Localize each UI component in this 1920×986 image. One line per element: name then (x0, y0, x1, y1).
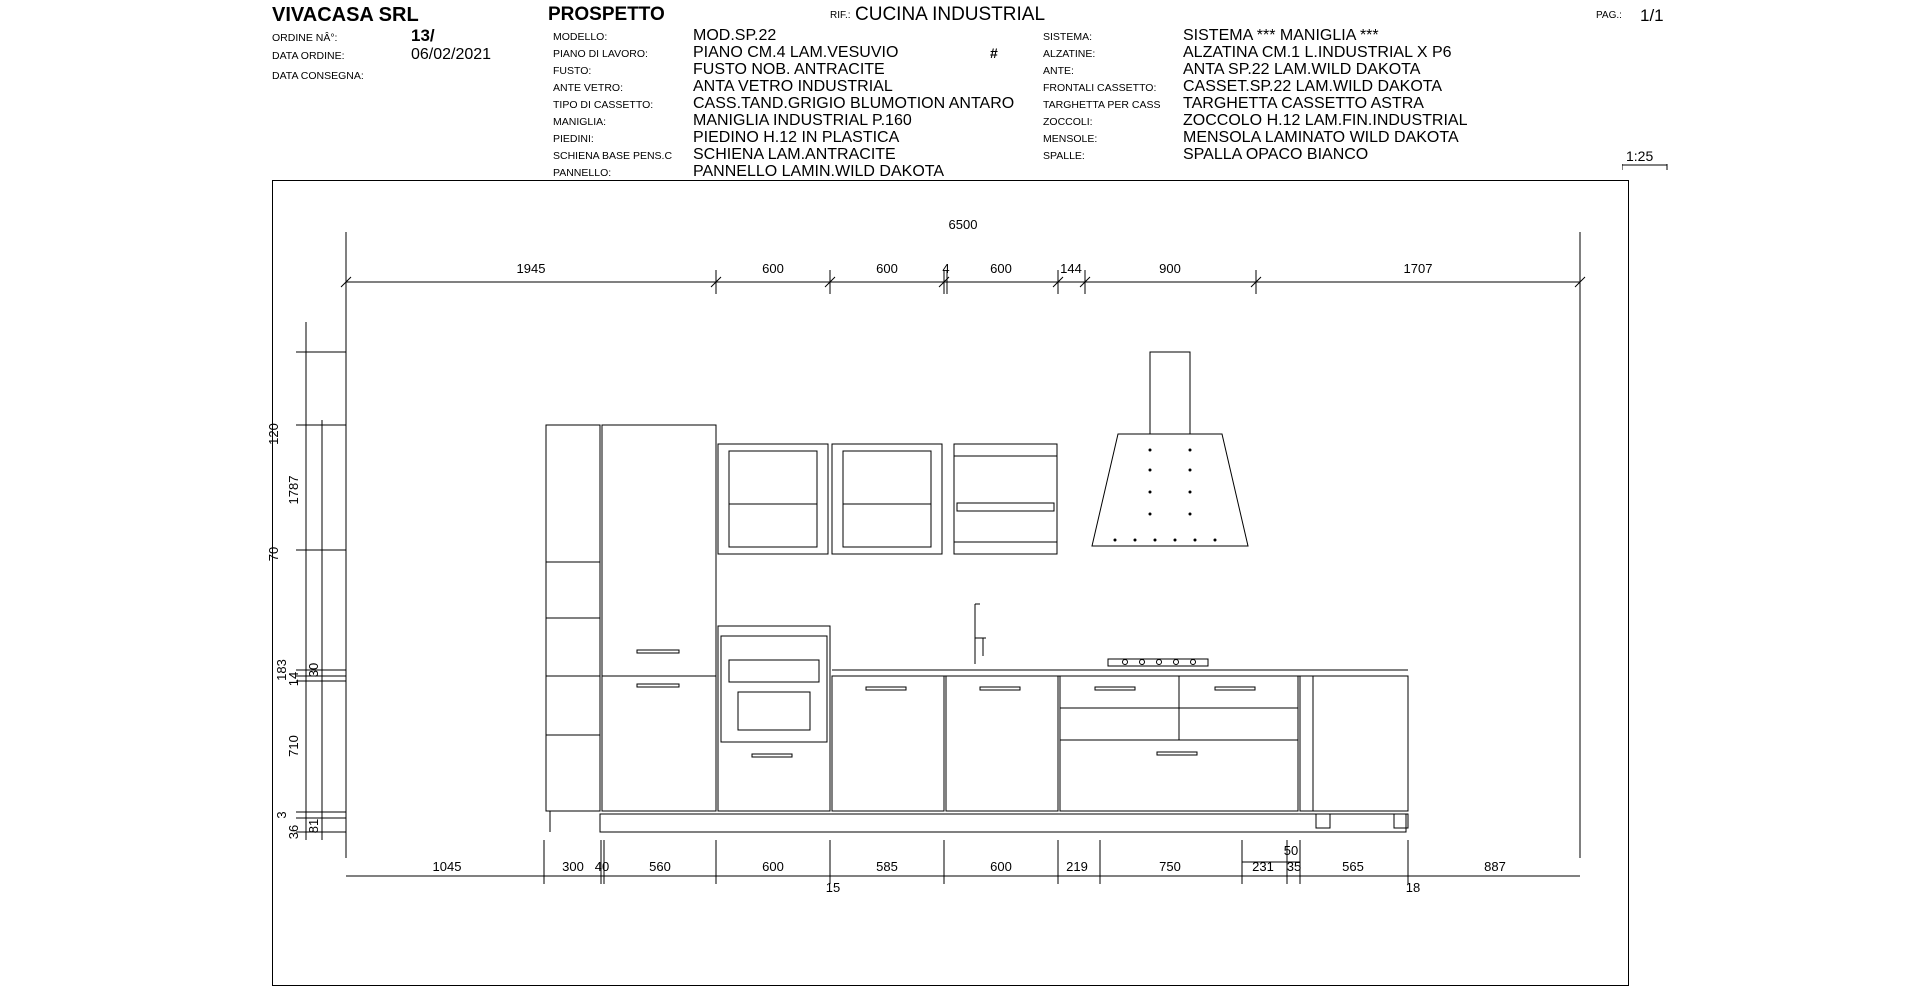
dim-bottom: 600 (762, 859, 784, 874)
spec-value: CASSET.SP.22 LAM.WILD DAKOTA (1183, 78, 1443, 95)
plinth (600, 814, 1408, 832)
spec-value: ANTA VETRO INDUSTRIAL (693, 78, 893, 95)
range-hood (1092, 352, 1248, 546)
dim-bottom: 35 (1286, 859, 1302, 874)
dim-bottom-extra: 15 (825, 880, 841, 895)
page-number: 1/1 (1640, 6, 1664, 25)
document-title: PROSPETTO (548, 4, 665, 25)
rif-value: CUCINA INDUSTRIAL (855, 4, 1046, 25)
overall-dimension-line (341, 232, 1585, 858)
order-date-value: 06/02/2021 (411, 46, 492, 63)
dim-top: 900 (1159, 261, 1181, 276)
bottom-dimension-line (346, 840, 1580, 884)
hash-mark: # (990, 45, 998, 61)
spec-value: MANIGLIA INDUSTRIAL P.160 (693, 112, 912, 129)
spec-label: PIEDINI: (553, 133, 594, 145)
dim-bottom: 560 (649, 859, 671, 874)
dim-bottom: 1045 (432, 859, 462, 874)
dim-vertical: 1787 (286, 475, 301, 505)
dim-bottom: 585 (876, 859, 898, 874)
spec-label: SISTEMA: (1043, 31, 1093, 43)
order-date-label: DATA ORDINE: (272, 50, 345, 62)
dim-bottom: 600 (990, 859, 1012, 874)
spec-value: ANTA SP.22 LAM.WILD DAKOTA (1183, 61, 1421, 78)
spec-value: PIEDINO H.12 IN PLASTICA (693, 129, 900, 146)
open-shelf-column (546, 425, 600, 832)
spec-label: PIANO DI LAVORO: (553, 48, 648, 60)
dim-vertical: 120 (266, 423, 281, 445)
spec-label: MENSOLE: (1043, 133, 1098, 145)
dim-top: 144 (1060, 261, 1082, 276)
rif-label: RIF.: (830, 10, 851, 21)
spec-label: TARGHETTA PER CASS (1043, 99, 1161, 111)
dim-vertical: 710 (286, 735, 301, 757)
hood-perforation-dots (1114, 449, 1217, 542)
dim-bottom-extra: 50 (1283, 843, 1299, 858)
spec-label: SPALLE: (1043, 150, 1085, 162)
dim-bottom: 300 (562, 859, 584, 874)
spec-value: PANNELLO LAMIN.WILD DAKOTA (693, 163, 945, 180)
dim-top: 600 (876, 261, 898, 276)
dim-bottom: 219 (1066, 859, 1088, 874)
spec-label: FRONTALI CASSETTO: (1043, 82, 1157, 94)
spec-label: SCHIENA BASE PENS.C (553, 150, 673, 162)
tall-pantry-unit (602, 425, 716, 811)
company-name: VIVACASA SRL (272, 4, 419, 26)
dim-bottom-extra: 18 (1405, 880, 1421, 895)
dim-vertical: 3 (274, 811, 289, 819)
spec-label: ANTE: (1043, 65, 1074, 77)
spec-value: MENSOLA LAMINATO WILD DAKOTA (1183, 129, 1459, 146)
spec-value: SCHIENA LAM.ANTRACITE (693, 146, 896, 163)
dim-top: 1945 (516, 261, 546, 276)
spec-value: SISTEMA *** MANIGLIA *** (1183, 27, 1379, 44)
dim-bottom: 565 (1342, 859, 1364, 874)
spec-label: MANIGLIA: (553, 116, 607, 128)
dim-vertical: 81 (306, 818, 321, 834)
dim-vertical: 183 (274, 659, 289, 681)
spec-value: SPALLA OPACO BIANCO (1183, 146, 1369, 163)
base-cabinet-sink (946, 604, 1058, 811)
wall-glass-cabinet-1 (718, 444, 828, 554)
dim-total-width: 6500 (948, 217, 978, 232)
wall-glass-cabinet-2 (832, 444, 942, 554)
order-number-value: 13/ (411, 26, 435, 45)
spec-label: TIPO DI CASSETTO: (553, 99, 654, 111)
wall-open-rack (954, 444, 1057, 554)
dim-bottom: 750 (1159, 859, 1181, 874)
spec-label: ALZATINE: (1043, 48, 1096, 60)
dim-top: 600 (762, 261, 784, 276)
dim-bottom: 887 (1484, 859, 1506, 874)
countertop (832, 670, 1408, 676)
end-panel-unit (1300, 676, 1408, 811)
oven-column (718, 626, 830, 811)
spec-value: ALZATINA CM.1 L.INDUSTRIAL X P6 (1183, 44, 1452, 61)
dim-vertical: 36 (286, 824, 301, 840)
spec-label: ZOCCOLI: (1043, 116, 1093, 128)
dim-vertical: 30 (306, 662, 321, 678)
spec-label: MODELLO: (553, 31, 608, 43)
spec-value: CASS.TAND.GRIGIO BLUMOTION ANTARO (693, 95, 1015, 112)
base-cabinet-1 (832, 676, 944, 811)
page-label: PAG.: (1596, 10, 1622, 21)
spec-value: FUSTO NOB. ANTRACITE (693, 61, 885, 78)
drawing-scale: 1:25 (1626, 148, 1654, 164)
dim-top: 600 (990, 261, 1012, 276)
dim-vertical: 70 (266, 546, 281, 562)
dim-bottom: 231 (1252, 859, 1274, 874)
spec-label: FUSTO: (553, 65, 592, 77)
delivery-date-label: DATA CONSEGNA: (272, 70, 364, 82)
spec-label: ANTE VETRO: (553, 82, 624, 94)
spec-value: TARGHETTA CASSETTO ASTRA (1183, 95, 1424, 112)
dim-bottom: 40 (594, 859, 610, 874)
dim-top: 4 (942, 261, 950, 276)
base-cabinet-cooktop (1060, 659, 1298, 811)
dim-vertical: 14 (286, 671, 301, 687)
dim-top: 1707 (1403, 261, 1433, 276)
spec-value: PIANO CM.4 LAM.VESUVIO (693, 44, 899, 61)
spec-value: ZOCCOLO H.12 LAM.FIN.INDUSTRIAL (1183, 112, 1468, 129)
spec-value: MOD.SP.22 (693, 27, 777, 44)
vertical-dimension-lines (296, 322, 346, 840)
order-number-label: ORDINE NÂ°: (272, 32, 338, 44)
spec-label: PANNELLO: (553, 167, 612, 179)
cooktop-burners (1123, 660, 1196, 665)
